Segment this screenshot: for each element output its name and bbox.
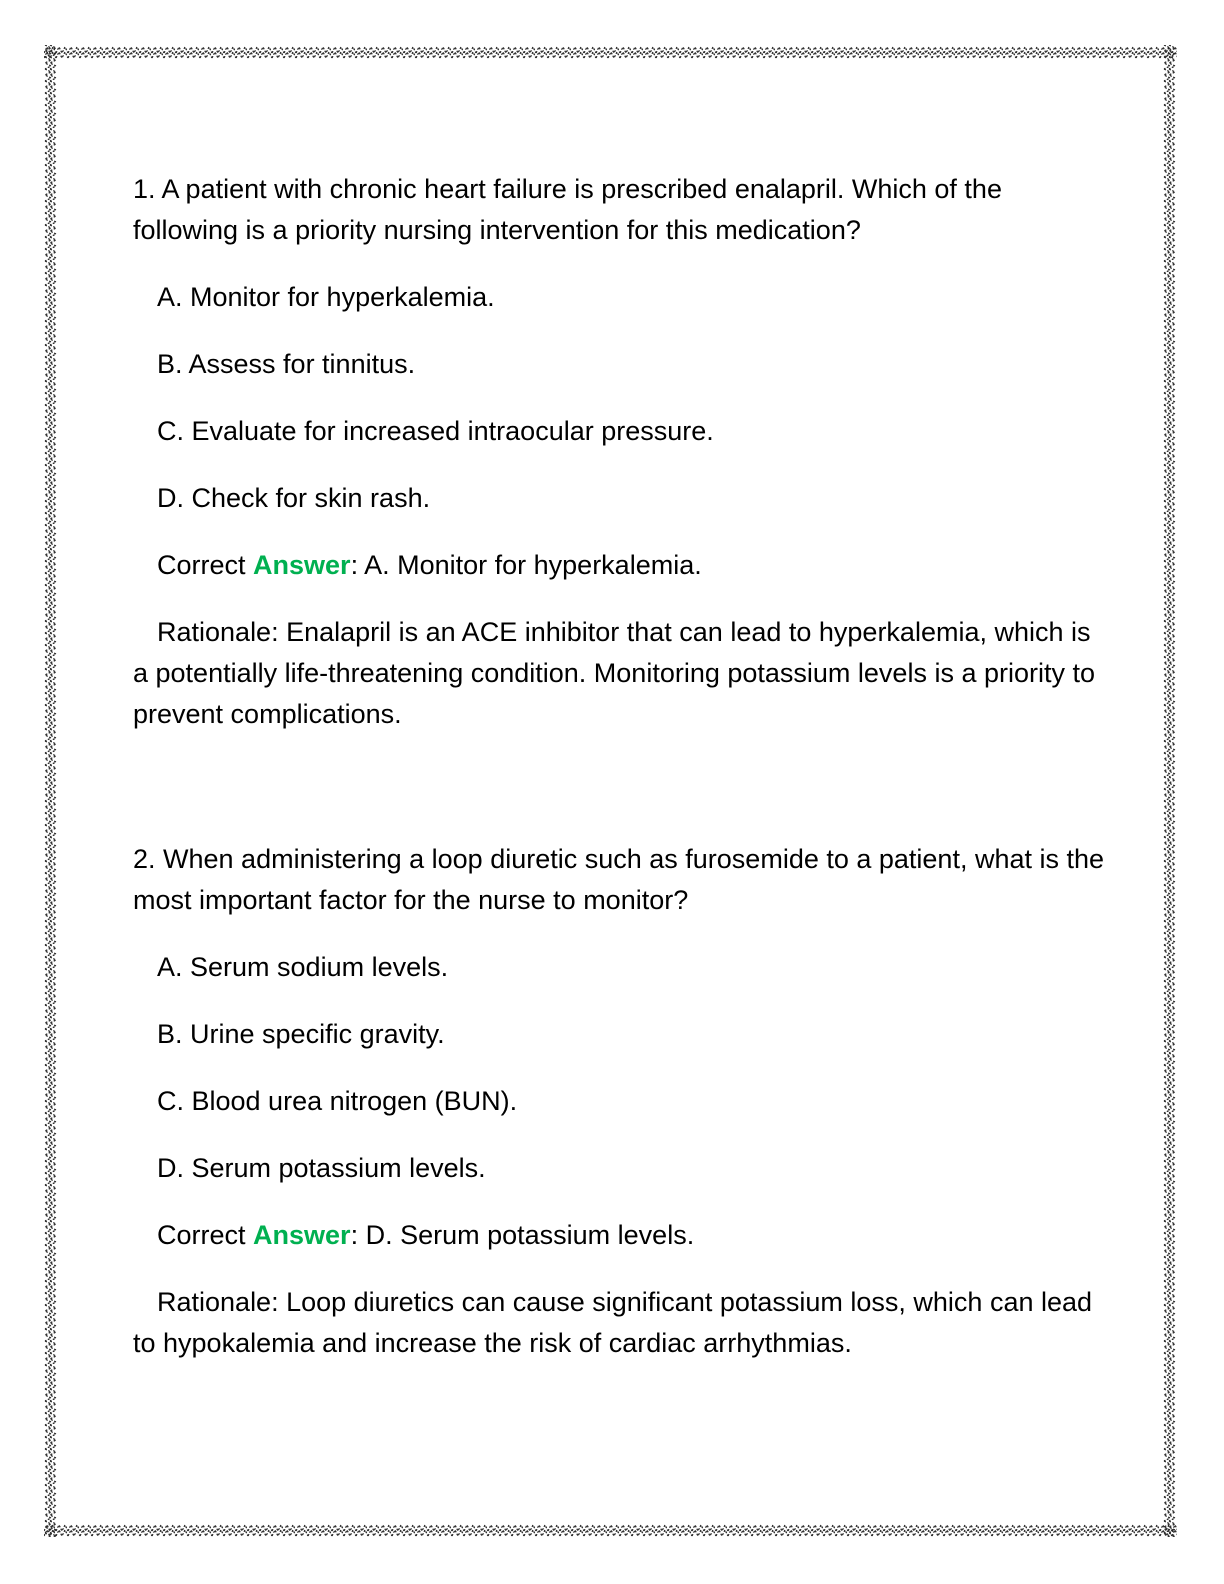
decorative-border-top (44, 45, 1177, 59)
decorative-border-bottom (44, 1523, 1177, 1537)
decorative-border-right (1163, 45, 1177, 1537)
rationale-text: Rationale: Loop diuretics can cause significant potassium loss, which can lead to hypokalemia and increase the risk of cardiac arrhythmias. (133, 1287, 1093, 1358)
answer-highlight: Answer (253, 1220, 351, 1250)
correct-answer-text: : D. Serum potassium levels. (350, 1220, 695, 1250)
option-a: A. Serum sodium levels. (157, 952, 449, 982)
option-b: B. Urine specific gravity. (157, 1019, 445, 1049)
correct-answer-line (133, 545, 1109, 586)
question-text: 2. When administering a loop diuretic such as furosemide to a patient, what is the most important factor for the nurse to monitor? (133, 844, 1105, 915)
rationale-text: Rationale: Enalapril is an ACE inhibitor that can lead to hyperkalemia, which is a potentially life-threatening condition. Monitoring potassium levels is a priority to prevent complications. (133, 617, 1095, 729)
decorative-border-left (44, 45, 58, 1537)
question-block-1 (133, 169, 1109, 735)
question-block-2 (133, 839, 1109, 1364)
option-b: B. Assess for tinnitus. (157, 349, 416, 379)
question-text: 1. A patient with chronic heart failure is prescribed enalapril. Which of the following is a priority nursing intervention for this medication? (133, 174, 1002, 245)
option-c: C. Evaluate for increased intraocular pressure. (157, 416, 714, 446)
correct-label: Correct (157, 550, 254, 580)
correct-answer-text: : A. Monitor for hyperkalemia. (350, 550, 702, 580)
correct-label: Correct (157, 1220, 254, 1250)
option-d: D. Check for skin rash. (157, 483, 431, 513)
option-c: C. Blood urea nitrogen (BUN). (157, 1086, 518, 1116)
option-a: A. Monitor for hyperkalemia. (157, 282, 495, 312)
answer-highlight: Answer (253, 550, 351, 580)
option-d: D. Serum potassium levels. (157, 1153, 486, 1183)
correct-answer-line (133, 1215, 1109, 1256)
page-content (58, 59, 1164, 1390)
